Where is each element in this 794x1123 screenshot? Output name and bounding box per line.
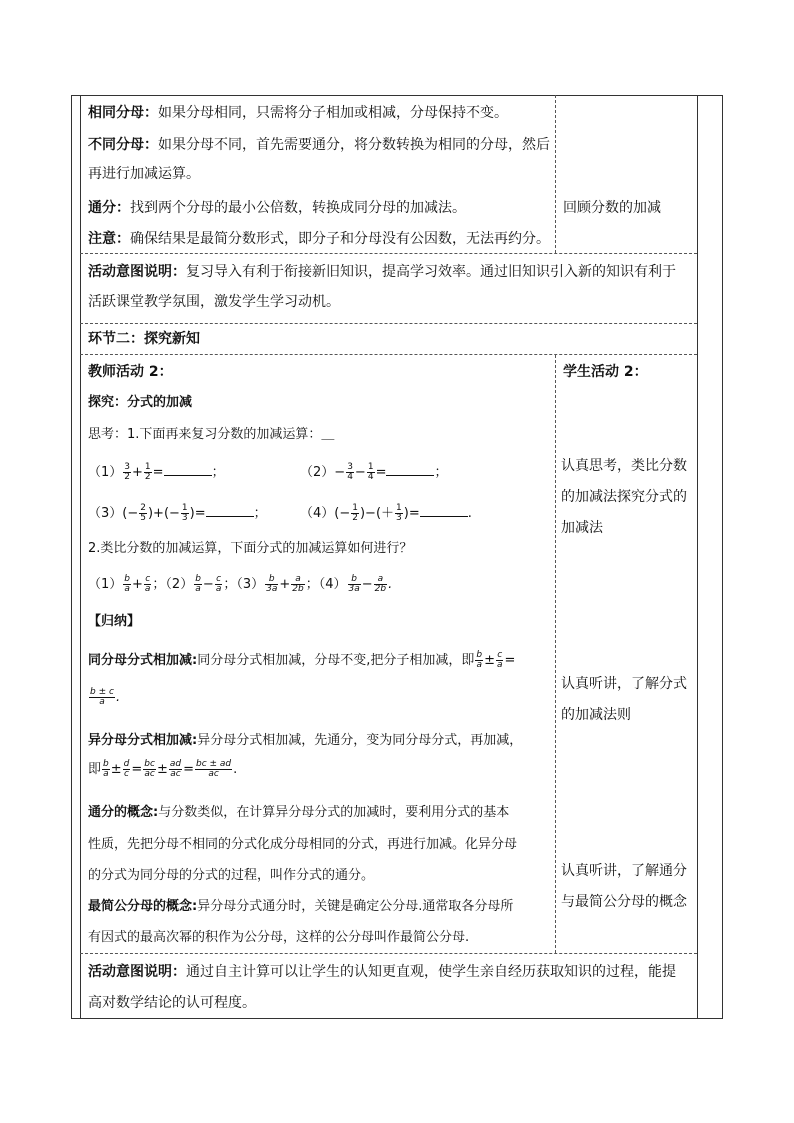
intent-line-1: 活动意图说明：复习导入有利于衔接新旧知识，提高学习效率。通过旧知识引入新的知识有利于 [88,264,676,280]
intent-2-line-2: 高对数学结论的认可程度。 [88,995,256,1011]
student-activity-1-line-2: 的加减法探究分式的 [561,489,687,505]
question-2: 2.类比分数的加减运算，下面分式的加减运算如何进行？ [88,541,413,556]
row-divider [80,953,697,954]
exercise-1: （1） $\frac{3}{2}$ + $\frac{1}{2}$ = ； [88,462,225,482]
section-title: 环节二：探究新知 [88,331,200,347]
explore-title: 探究：分式的加减 [88,395,193,410]
concept-line-2: 性质，先把分母不相同的分式化成分母相同的分式，再进行加减。化异分母 [88,837,518,852]
diff-denominator-formula: 即 $\frac{b}{a}$ ± $\frac{d}{c}$ = $\frac{bc}{ac}$ ± $\frac{ad}{ac}$ = $\frac{bc \pm ad}{ac}$ . [88,759,238,779]
same-denominator-rule: 同分母分式相加减:同分母分式相加减，分母不变,把分子相加减，即 $\frac{b}{a}$ ± $\frac{c}{a}$ = [88,650,516,670]
same-denominator-result: $\frac{b \pm c}{a}$ . [90,687,121,707]
common-denominator-concept: 通分的概念:与分数类似，在计算异分母分式的加减时，要利用分式的基本 [88,805,510,820]
student-activity-3-line-1: 认真听讲，了解通分 [561,863,687,879]
student-activity-heading: 学生活动 2： [563,364,648,380]
intent-line-2: 活跃课堂教学氛围，激发学生学习动机。 [88,294,340,310]
student-review-activity: 回顾分数的加减 [563,200,661,216]
column-divider-2 [555,355,556,953]
student-activity-1-line-3: 加减法 [561,520,603,536]
exercise-3: （3）(− $\frac{2}{5}$ )+(− $\frac{1}{3}$ )= ； [88,503,267,523]
diff-denominator-line: 不同分母：如果分母不同，首先需要通分，将分数转换为相同的分母，然后 [88,137,550,153]
table-left-rule [80,95,81,1019]
lcd-concept: 最简公分母的概念:异分母分式通分时，关键是确定公分母.通常取各分母所 [88,899,514,914]
student-activity-2-line-1: 认真听讲，了解分式 [561,676,687,692]
note-line: 注意：确保结果是最简分数形式，即分子和分母没有公因数，无法再约分。 [88,231,550,247]
summary-heading: 【归纳】 [88,614,141,629]
student-activity-1-line-1: 认真思考，类比分数 [561,458,687,474]
common-denominator-line: 通分：找到两个分母的最小公倍数，转换成同分母的加减法。 [88,200,466,216]
fraction-expressions: （1） $\frac{b}{a}$ + $\frac{c}{a}$ ；（2） $\frac{b}{a}$ − $\frac{c}{a}$ ；（3） $\frac{b}{3a}$ + $\frac{a}{2b}$ ；（4） $\frac{b}{3a}$ − $\frac{a}{2b}$ . [88,574,393,594]
same-denominator-line: 相同分母：如果分母相同，只需将分子相加或相减，分母保持不变。 [88,105,508,121]
student-activity-2-line-2: 的加减法则 [561,707,631,723]
column-divider-1 [555,95,556,253]
table-right-rule [697,95,698,1019]
exercise-2: （2）− $\frac{3}{4}$ − $\frac{1}{4}$ = ； [300,462,448,482]
teacher-activity-heading: 教师活动 2： [88,364,173,380]
concept-line-3: 的分式为同分母的分式的过程，叫作分式的通分。 [88,868,375,883]
think-prompt: 思考：1.下面再来复习分数的加减运算：＿ [88,427,335,442]
lcd-concept-line-2: 有因式的最高次幂的积作为公分母，这样的公分母叫作最简公分母. [88,930,470,945]
row-divider [80,253,697,254]
exercise-4: （4）(− $\frac{1}{2}$ )−(＋ $\frac{1}{3}$ )= . [300,503,472,523]
diff-denominator-rule: 异分母分式相加减:异分母分式相加减，先通分，变为同分母分式，再加减， [88,733,523,748]
student-activity-3-line-2: 与最简公分母的概念 [561,894,687,910]
row-divider [80,354,697,355]
diff-denominator-line-2: 再进行加减运算。 [88,166,200,182]
intent-2-line-1: 活动意图说明：通过自主计算可以让学生的认知更直观，使学生亲自经历获取知识的过程，能提 [88,964,676,980]
row-divider [80,323,697,324]
